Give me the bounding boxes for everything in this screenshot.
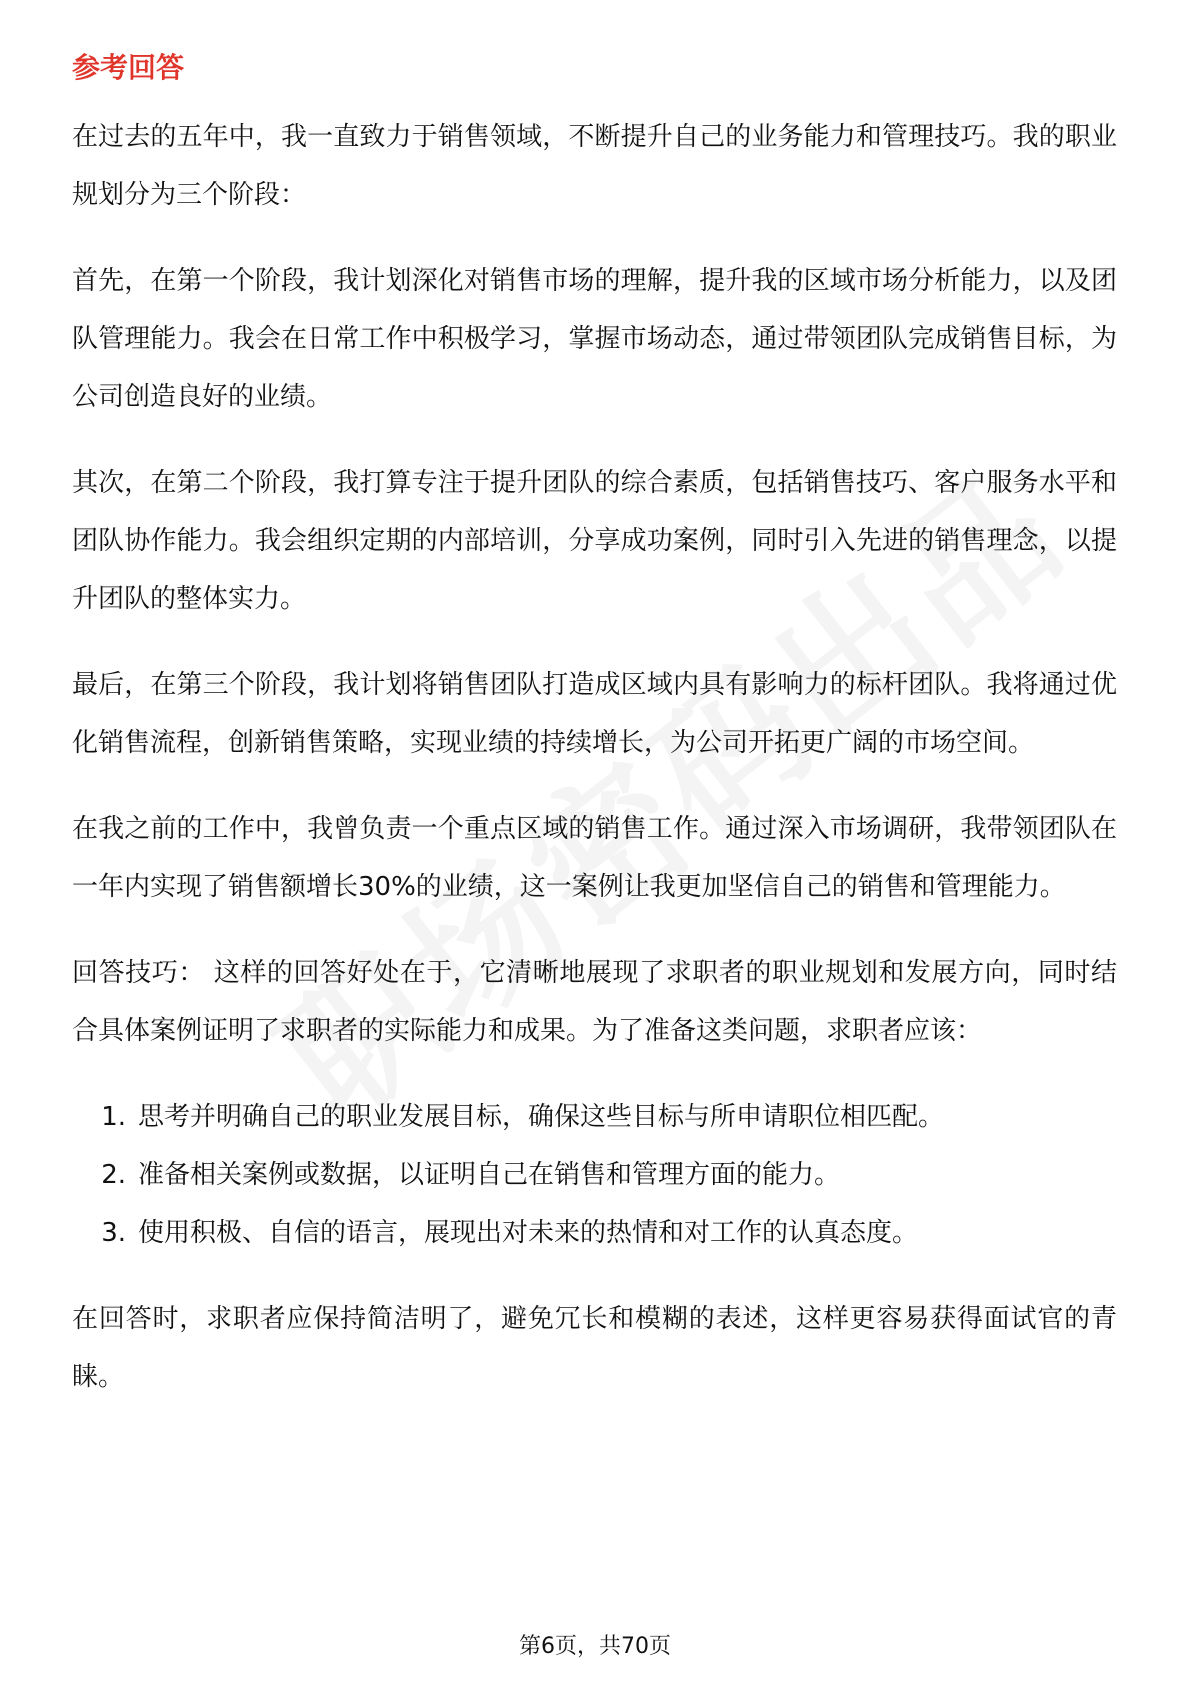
list-item-number: 2. — [101, 1160, 126, 1190]
document-content — [72, 48, 1117, 1434]
paragraph-closing: 在回答时，求职者应保持简洁明了，避免冗长和模糊的表述，这样更容易获得面试官的青睐。 — [72, 1304, 1117, 1392]
paragraph-stage-two: 其次，在第二个阶段，我打算专注于提升团队的综合素质，包括销售技巧、客户服务水平和团队协作能力。我会组织定期的内部培训，分享成功案例，同时引入先进的销售理念，以提升团队的整体实力。 — [72, 468, 1117, 614]
list-item — [72, 1146, 1117, 1204]
paragraph-answer-tips: 回答技巧： 这样的回答好处在于，它清晰地展现了求职者的职业规划和发展方向，同时结合具体案例证明了求职者的实际能力和成果。为了准备这类问题，求职者应该： — [72, 958, 1117, 1046]
list-item-number: 3. — [101, 1218, 126, 1248]
tips-list — [72, 1088, 1117, 1262]
list-item-text: 思考并明确自己的职业发展目标，确保这些目标与所申请职位相匹配。 — [138, 1102, 945, 1132]
section-heading: 参考回答 — [72, 51, 185, 84]
paragraph-case-example: 在我之前的工作中，我曾负责一个重点区域的销售工作。通过深入市场调研，我带领团队在一年内实现了销售额增长30%的业绩，这一案例让我更加坚信自己的销售和管理能力。 — [72, 814, 1117, 902]
paragraph-stage-three: 最后，在第三个阶段，我计划将销售团队打造成区域内具有影响力的标杆团队。我将通过优化销售流程，创新销售策略，实现业绩的持续增长，为公司开拓更广阔的市场空间。 — [72, 670, 1117, 758]
list-item-number: 1. — [101, 1102, 126, 1132]
list-item — [72, 1204, 1117, 1262]
paragraph-stage-one: 首先，在第一个阶段，我计划深化对销售市场的理解，提升我的区域市场分析能力，以及团队管理能力。我会在日常工作中积极学习，掌握市场动态，通过带领团队完成销售目标，为公司创造良好的业绩。 — [72, 266, 1117, 412]
paragraph-intro: 在过去的五年中，我一直致力于销售领域，不断提升自己的业务能力和管理技巧。我的职业规划分为三个阶段： — [72, 122, 1117, 210]
list-item-text: 使用积极、自信的语言，展现出对未来的热情和对工作的认真态度。 — [138, 1218, 919, 1248]
list-item — [72, 1088, 1117, 1146]
list-item-text: 准备相关案例或数据，以证明自己在销售和管理方面的能力。 — [138, 1160, 841, 1190]
page-number-footer: 第6页，共70页 — [519, 1634, 671, 1659]
